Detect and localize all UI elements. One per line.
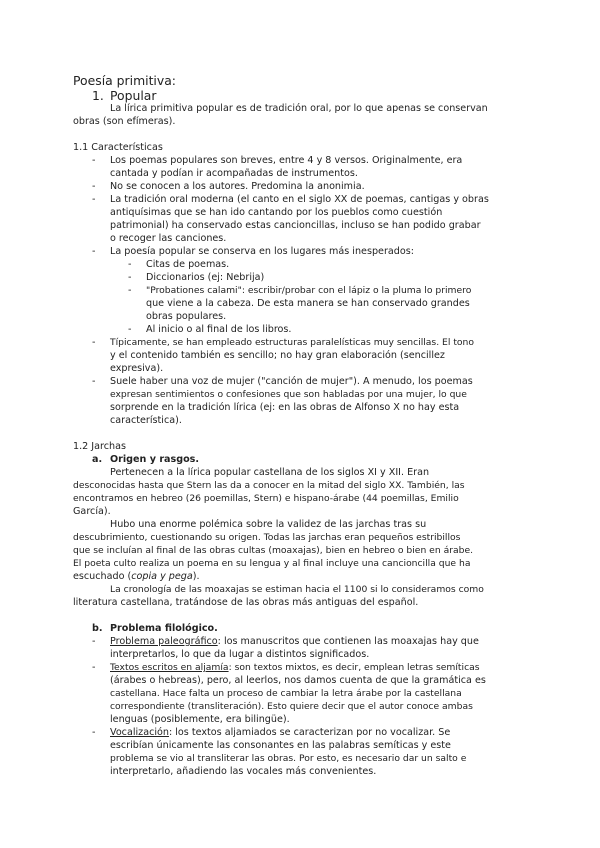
sub-bullet-line: Diccionarios (ej: Nebrija) — [146, 272, 265, 283]
bullet-line: Típicamente, se han empleado estructuras paralelísticas muy sencillas. El tono — [110, 337, 474, 348]
bullet-line: correspondiente (transliteración). Esto quiere decir que el autor conoce ambas — [110, 701, 473, 712]
bullet-dash: - — [92, 337, 96, 348]
bullet-dash: - — [92, 662, 96, 673]
bullet-line: antiquísimas que se han ido cantando por los pueblos como cuestión — [110, 207, 443, 218]
bullet-line: escribían únicamente las consonantes en las palabras semíticas y este — [110, 740, 451, 751]
sub-bullet-line: "Probationes calami": escribir/probar con el lápiz o la pluma lo primero — [146, 285, 472, 296]
subsection-title-origen: Origen y rasgos. — [110, 454, 200, 465]
bullet-line: interpretarlos, lo que da lugar a distintos significados. — [110, 649, 370, 660]
heading-number: 1. — [92, 88, 104, 103]
bullet-line: expresiva). — [110, 363, 164, 374]
paragraph-line: encontramos en hebreo (26 poemillas, Stern) e hispano-árabe (44 poemillas, Emilio — [73, 493, 459, 504]
bullet-dash: - — [92, 376, 96, 387]
subsection-title-problema: Problema filológico. — [110, 623, 218, 634]
bullet-dash: - — [92, 155, 96, 166]
paragraph-line: descubrimiento, cuestionando su origen. Todas las jarchas eran pequeños estribillos — [73, 532, 461, 543]
bullet-line: No se conocen a los autores. Predomina la anonimia. — [110, 181, 365, 192]
paragraph-line: García). — [73, 506, 111, 517]
paragraph-line: desconocidas hasta que Stern las da a conocer en la mitad del siglo XX. También, las — [73, 480, 465, 491]
bullet-line: sorprende en la tradición lírica (ej: en las obras de Alfonso X no hay esta — [110, 402, 460, 413]
bullet-dash: - — [92, 181, 96, 192]
bullet-line: La poesía popular se conserva en los lugares más inesperados: — [110, 246, 414, 257]
sub-bullet-dash: - — [128, 324, 132, 335]
sub-bullet-line: Al inicio o al final de los libros. — [146, 324, 292, 335]
bullet-dash: - — [92, 246, 96, 257]
bullet-line: castellana. Hace falta un proceso de cambiar la letra árabe por la castellana — [110, 688, 462, 699]
paragraph-line: La cronología de las moaxajas se estiman hacia el 1100 si lo consideramos como — [110, 584, 484, 595]
paragraph-line: literatura castellana, tratándose de las obras más antiguas del español. — [73, 597, 419, 608]
bullet-line: cantada y podían ir acompañadas de instrumentos. — [110, 168, 358, 179]
paragraph-line: escuchado (copia y pega). — [73, 571, 200, 582]
bullet-line: problema se vio al transliterar las obras. Por esto, es necesario dar un salto e — [110, 753, 467, 764]
intro-line: La lírica primitiva popular es de tradición oral, por lo que apenas se conservan — [110, 103, 488, 114]
document-title: Poesía primitiva: — [73, 73, 176, 88]
term-paleografico: Problema paleográfico — [110, 636, 218, 647]
bullet-dash: - — [92, 636, 96, 647]
term-vocalizacion: Vocalización — [110, 727, 169, 738]
bullet-dash: - — [92, 727, 96, 738]
bullet-line: Problema paleográfico: los manuscritos que contienen las moaxajas hay que — [110, 636, 479, 647]
bullet-line: expresan sentimientos o confesiones que son habladas por una mujer, lo que — [110, 389, 467, 400]
bullet-line: lenguas (posiblemente, era bilingüe). — [110, 714, 290, 725]
sub-bullet-line: Citas de poemas. — [146, 259, 230, 270]
bullet-line: Los poemas populares son breves, entre 4 y 8 versos. Originalmente, era — [110, 155, 463, 166]
bullet-line: interpretarlo, añadiendo las vocales más convenientes. — [110, 766, 377, 777]
term-aljamia: Textos escritos en aljamía — [110, 662, 229, 673]
section-title-jarchas: 1.2 Jarchas — [73, 441, 126, 452]
sub-bullet-line: obras populares. — [146, 311, 227, 322]
bullet-line: Textos escritos en aljamía: son textos mixtos, es decir, emplean letras semíticas — [110, 662, 480, 673]
sub-bullet-dash: - — [128, 272, 132, 283]
sub-bullet-dash: - — [128, 285, 132, 296]
bullet-line: y el contenido también es sencillo; no hay gran elaboración (sencillez — [110, 350, 445, 361]
subsection-letter: a. — [92, 454, 103, 465]
bullet-line: patrimonial) ha conservado estas cancioncillas, incluso se han podido grabar — [110, 220, 481, 231]
section-title-caracteristicas: 1.1 Características — [73, 142, 163, 153]
bullet-dash: - — [92, 194, 96, 205]
bullet-line: característica). — [110, 415, 182, 426]
paragraph-line: Pertenecen a la lírica popular castellana de los siglos XI y XII. Eran — [110, 467, 430, 478]
bullet-line: La tradición oral moderna (el canto en el siglo XX de poemas, cantigas y obras — [110, 194, 489, 205]
bullet-line: (árabes o hebreas), pero, al leerlos, nos damos cuenta de que la gramática es — [110, 675, 486, 686]
subsection-letter: b. — [92, 623, 103, 634]
bullet-line: Suele haber una voz de mujer ("canción de mujer"). A menudo, los poemas — [110, 376, 473, 387]
italic-phrase: copia y pega — [131, 571, 193, 582]
sub-bullet-line: que viene a la cabeza. De esta manera se han conservado grandes — [146, 298, 470, 309]
bullet-line: o recoger las canciones. — [110, 233, 227, 244]
paragraph-line: El poeta culto realiza un poema en su lengua y al final incluye una cancioncilla que ha — [73, 558, 471, 569]
sub-bullet-dash: - — [128, 259, 132, 270]
paragraph-line: Hubo una enorme polémica sobre la validez de las jarchas tras su — [110, 519, 427, 530]
bullet-line: Vocalización: los textos aljamiados se caracterizan por no vocalizar. Se — [110, 727, 451, 738]
heading-popular: Popular — [110, 88, 157, 103]
paragraph-line: que se incluían al final de las obras cultas (moaxajas), bien en hebreo o bien en árabe. — [73, 545, 474, 556]
intro-line: obras (son efímeras). — [73, 116, 176, 127]
